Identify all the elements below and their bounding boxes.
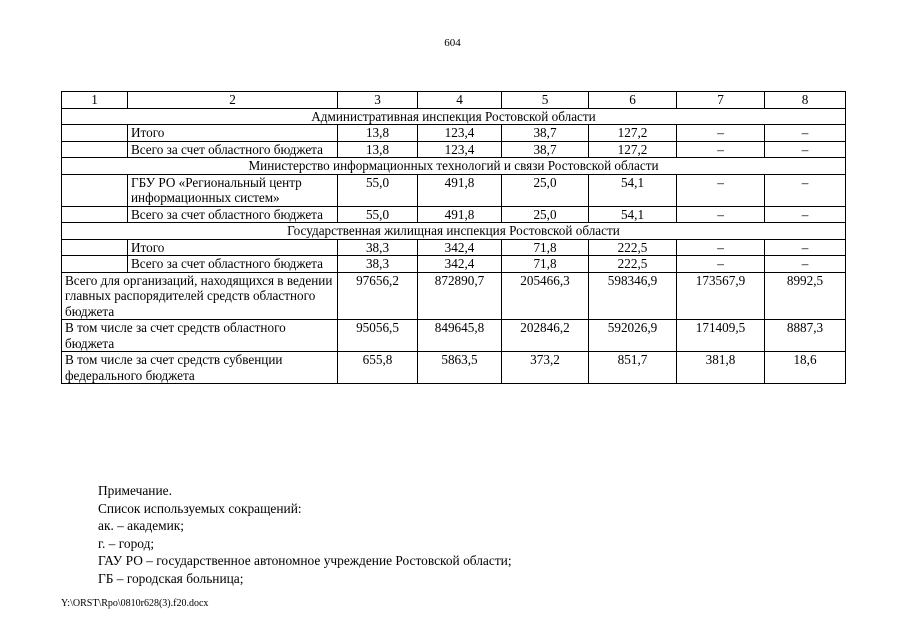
cell-col-6: 598346,9 <box>589 272 677 320</box>
section-title-row <box>62 223 846 240</box>
cell-col-6: 222,5 <box>589 256 677 273</box>
cell-col-3: 655,8 <box>338 352 418 384</box>
notes-line: г. – город; <box>98 535 155 551</box>
cell-col-4: 123,4 <box>418 141 502 158</box>
table-row <box>62 125 846 142</box>
cell-col-7: – <box>677 256 765 273</box>
budget-table <box>61 91 846 384</box>
table-row <box>62 141 846 158</box>
total-name: В том числе за счет средств субвенции федерального бюджета <box>62 352 338 384</box>
total-row <box>62 352 846 384</box>
cell-col-7: 171409,5 <box>677 320 765 352</box>
notes-line: Список используемых сокращений: <box>98 500 302 516</box>
cell-col-7: – <box>677 141 765 158</box>
row-name: Всего за счет областного бюджета <box>128 141 338 158</box>
cell-col-5: 373,2 <box>502 352 589 384</box>
table-header-row <box>62 92 846 109</box>
cell-col-8: 8992,5 <box>765 272 846 320</box>
cell-col-7: – <box>677 174 765 206</box>
table-row <box>62 206 846 223</box>
section-title-row <box>62 158 846 175</box>
cell-col-4: 342,4 <box>418 239 502 256</box>
cell-col-3: 13,8 <box>338 125 418 142</box>
notes-block <box>98 482 512 587</box>
cell-col-3: 38,3 <box>338 239 418 256</box>
cell-col-5: 71,8 <box>502 239 589 256</box>
notes-line: ГБ – городская больница; <box>98 570 244 586</box>
row-name: Итого <box>128 239 338 256</box>
cell-col-5: 38,7 <box>502 125 589 142</box>
cell-col-4: 491,8 <box>418 206 502 223</box>
table-row <box>62 174 846 206</box>
empty-cell <box>62 239 128 256</box>
table-row <box>62 239 846 256</box>
cell-col-7: 173567,9 <box>677 272 765 320</box>
cell-col-8: 8887,3 <box>765 320 846 352</box>
cell-col-3: 97656,2 <box>338 272 418 320</box>
cell-col-5: 202846,2 <box>502 320 589 352</box>
cell-col-3: 13,8 <box>338 141 418 158</box>
empty-cell <box>62 141 128 158</box>
cell-col-4: 123,4 <box>418 125 502 142</box>
cell-col-6: 127,2 <box>589 125 677 142</box>
total-row <box>62 272 846 320</box>
cell-col-6: 127,2 <box>589 141 677 158</box>
cell-col-5: 205466,3 <box>502 272 589 320</box>
cell-col-7: – <box>677 239 765 256</box>
cell-col-8: – <box>765 141 846 158</box>
header-col-2: 2 <box>128 92 338 109</box>
empty-cell <box>62 206 128 223</box>
notes-heading: Примечание. <box>98 483 172 498</box>
cell-col-5: 25,0 <box>502 206 589 223</box>
cell-col-5: 25,0 <box>502 174 589 206</box>
cell-col-4: 849645,8 <box>418 320 502 352</box>
cell-col-6: 851,7 <box>589 352 677 384</box>
cell-col-4: 872890,7 <box>418 272 502 320</box>
cell-col-6: 54,1 <box>589 206 677 223</box>
row-name: Всего за счет областного бюджета <box>128 206 338 223</box>
page-number: 604 <box>444 37 461 49</box>
section-title: Министерство информационных технологий и связи Ростовской области <box>62 158 846 175</box>
empty-cell <box>62 125 128 142</box>
cell-col-6: 222,5 <box>589 239 677 256</box>
cell-col-8: – <box>765 206 846 223</box>
file-path-footer: Y:\ORST\Rpo\0810r628(3).f20.docx <box>61 598 209 609</box>
header-col-8: 8 <box>765 92 846 109</box>
total-name: В том числе за счет средств областного бюджета <box>62 320 338 352</box>
section-title: Административная инспекция Ростовской области <box>62 108 846 125</box>
cell-col-8: – <box>765 239 846 256</box>
cell-col-4: 491,8 <box>418 174 502 206</box>
header-col-3: 3 <box>338 92 418 109</box>
cell-col-6: 54,1 <box>589 174 677 206</box>
cell-col-4: 5863,5 <box>418 352 502 384</box>
cell-col-5: 71,8 <box>502 256 589 273</box>
header-col-5: 5 <box>502 92 589 109</box>
notes-line: ГАУ РО – государственное автономное учреждение Ростовской области; <box>98 553 512 568</box>
row-name: Всего за счет областного бюджета <box>128 256 338 273</box>
notes-line: ак. – академик; <box>98 518 184 533</box>
header-col-6: 6 <box>589 92 677 109</box>
cell-col-7: – <box>677 125 765 142</box>
cell-col-7: 381,8 <box>677 352 765 384</box>
empty-cell <box>62 256 128 273</box>
row-name: ГБУ РО «Региональный центр информационных систем» <box>128 174 338 206</box>
cell-col-8: – <box>765 256 846 273</box>
section-title: Государственная жилищная инспекция Ростовской области <box>62 223 846 240</box>
cell-col-3: 38,3 <box>338 256 418 273</box>
table-row <box>62 256 846 273</box>
total-name: Всего для организаций, находящихся в ведении главных распорядителей средств областного бюджета <box>62 272 338 320</box>
header-col-1: 1 <box>62 92 128 109</box>
section-title-row <box>62 108 846 125</box>
cell-col-7: – <box>677 206 765 223</box>
total-row <box>62 320 846 352</box>
header-col-4: 4 <box>418 92 502 109</box>
cell-col-6: 592026,9 <box>589 320 677 352</box>
cell-col-4: 342,4 <box>418 256 502 273</box>
row-name: Итого <box>128 125 338 142</box>
cell-col-3: 55,0 <box>338 174 418 206</box>
cell-col-3: 95056,5 <box>338 320 418 352</box>
cell-col-8: – <box>765 174 846 206</box>
cell-col-8: 18,6 <box>765 352 846 384</box>
cell-col-3: 55,0 <box>338 206 418 223</box>
cell-col-5: 38,7 <box>502 141 589 158</box>
empty-cell <box>62 174 128 206</box>
cell-col-8: – <box>765 125 846 142</box>
header-col-7: 7 <box>677 92 765 109</box>
